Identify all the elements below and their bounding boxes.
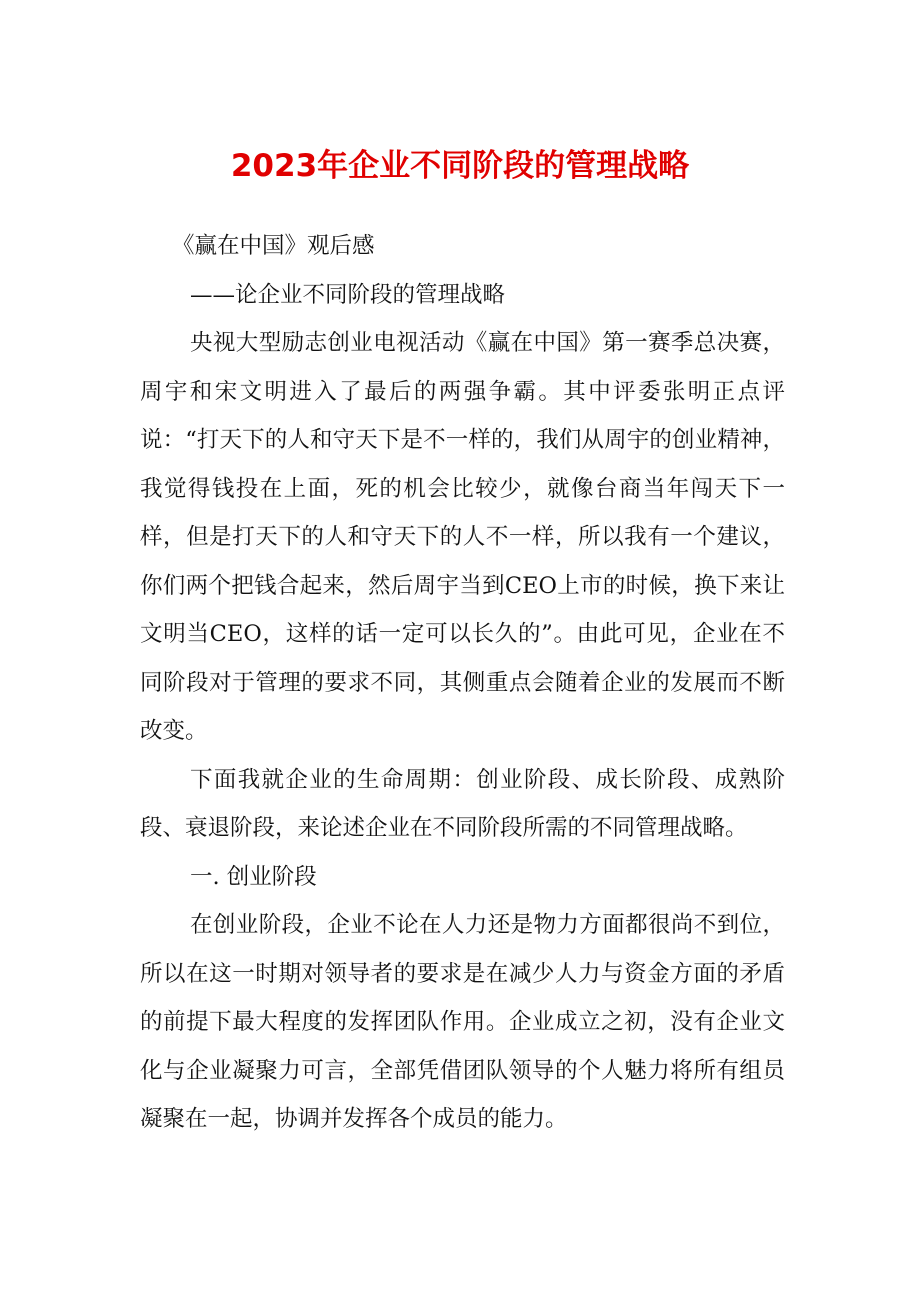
document-title: 2023年企业不同阶段的管理战略 — [230, 148, 690, 184]
paragraph-startup-stage: 在创业阶段，企业不论在人力还是物力方面都很尚不到位，所以在这一时期对领导者的要求是在减少人力与资金方面的矛盾的前提下最大程度的发挥团队作用。企业成立之初，没有企业文化与企业凝聚力可言，全部凭借团队领导的个人魅力将所有组员凝聚在一起，协调并发挥各个成员的能力。 — [140, 912, 785, 1132]
paragraph-intro: 央视大型励志创业电视活动《赢在中国》第一赛季总决赛，周宇和宋文明进入了最后的两强争霸。其中评委张明正点评说：“打天下的人和守天下是不一样的，我们从周宇的创业精神，我觉得钱投在上面，死的机会比较少，就像台商当年闯天下一样，但是打天下的人和守天下的人不一样，所以我有一个建议，你们两个把钱合起来，然后周宇当到CEO上市的时候，换下来让文明当CEO，这样的话一定可以长久的”。由此可见，企业在不同阶段对于管理的要求不同，其侧重点会随着企业的发展而不断改变。 — [140, 330, 785, 744]
paragraph-subheading: ——论企业不同阶段的管理战略 — [190, 281, 506, 308]
paragraph-overview: 下面我就企业的生命周期：创业阶段、成长阶段、成熟阶段、衰退阶段，来论述企业在不同阶段所需的不同管理战略。 — [140, 766, 785, 841]
document-body — [140, 222, 785, 1144]
paragraph-subtitle: 《赢在中国》观后感 — [172, 233, 375, 259]
section-heading-startup: 一. 创业阶段 — [190, 863, 317, 890]
